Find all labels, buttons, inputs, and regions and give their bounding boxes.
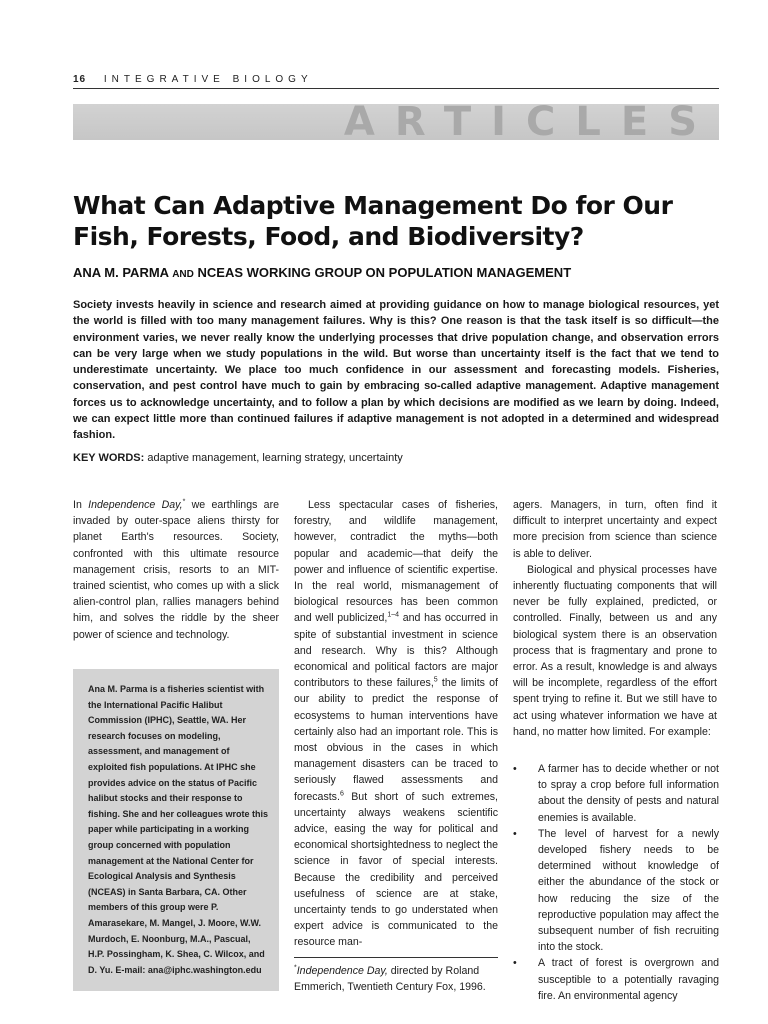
body-paragraph: agers. Managers, in turn, often find it difficult to interpret uncertainty and expect more precision from science than science is able to deliver. [513, 499, 717, 560]
footnote [294, 963, 500, 995]
author-group: NCEAS WORKING GROUP ON POPULATION MANAGEMENT [197, 265, 572, 280]
header-rule [73, 88, 719, 89]
footnote-rule [294, 957, 498, 958]
bullet-icon: • [513, 957, 517, 970]
bullet-icon: • [513, 763, 517, 775]
list-item: • A farmer has to decide whether or not to spray a crop before full information about the density of pests and natural enemies is available. [513, 763, 719, 824]
reference-marker: 1–4 [387, 611, 400, 619]
author-line [73, 265, 719, 280]
keywords-list: adaptive management, learning strategy, uncertainty [147, 452, 403, 464]
footnote-mark: * [294, 964, 297, 972]
page-number: 16 [73, 74, 87, 85]
keywords-label: KEY WORDS: [73, 452, 145, 464]
section-label: ARTICLES [343, 99, 717, 145]
bullet-icon: • [513, 827, 517, 840]
footnote-marker: * [182, 498, 186, 506]
article-title: What Can Adaptive Management Do for Our Fish, Forests, Food, and Biodiversity? [73, 191, 673, 251]
list-item: • A tract of forest is overgrown and susceptible to a potentially ravaging fire. An environmental agency [513, 957, 719, 1002]
running-head [73, 74, 717, 85]
keywords-line [73, 452, 719, 464]
reference-marker: 6 [339, 790, 344, 798]
intro-paragraph: In Independence Day,* we earthlings are invaded by outer-space aliens thirsty for planet Earth's resources. Society, confronted with this ultimate resource management crisis, resorts to an MIT-trained scientist, who comes up with a slick alien-control plan, rallies managers behind him, and solves the riddle by the sheer power of science and technology. [73, 498, 279, 641]
author-bio-text: Ana M. Parma is a fisheries scientist with the International Pacific Halibut Commission (IPHC), Seattle, WA. Her research focuses on modeling, assessment, and management of exploited fish populations. At IPHC she provides advice on the status of Pacific halibut stocks and their response to fishing. She and her colleagues wrote this paper while participating in a working group concerned with population management at the National Center for Ecological Analysis and Synthesis (NCEAS) in Santa Barbara, CA. Other members of this group were P. Amarasekare, M. Mangel, J. Moore, W.W. Murdoch, E. Noonburg, M.A., Pascual, H.P. Possingham, K. Shea, C. Wilcox, and D. Yu. E-mail: ana@iphc.washington.edu [88, 684, 269, 975]
body-paragraph: Biological and physical processes have inherently fluctuating components that will never be fully explained, predicted, or controlled. Finally, between us and any biological system there is an observation process that is fragmentary and prone to error. As a result, knowledge is and always will be incomplete, regardless of the effort spent trying to refine it. But we still have to act using whatever information we have at hand, no matter how limited. For example: [513, 563, 717, 738]
footnote-film-title: Independence Day, [296, 965, 388, 977]
body-column-2 [294, 497, 498, 951]
body-paragraph: Less spectacular cases of fisheries, forestry, and wildlife management, however, contradict the myths—both popular and academic—that deify the power and influence of scientific expertise. In the real world, mismanagement of biological resources has been common and well publicized,$^{1-4}$ and has occurred in spite of substantial investment in science and research. Why is this? Although economical and political factors are major contributors to these failures,$^5$ the limits of our ability to predict the response of ecosystems to human interventions have certainly also had an important role. This is most obvious in the cases in which management disasters can be traced to seriously flawed assessments and forecasts.$^6$ But short of such extremes, uncertainty always weakens scientific advice, easing the way for political and economical shortsightedness to neglect the science in favor of special interests. Because the credibility and perceived usefulness of science are at stake, uncertainty tends to go understated when expert advice is communicated to the resource man- [294, 499, 498, 949]
reference-marker: 5 [433, 676, 438, 684]
author-bio-box [73, 669, 279, 991]
journal-name: INTEGRATIVE BIOLOGY [103, 74, 313, 85]
footnote-text: directed by Roland Emmerich, Twentieth Century Fox, 1996. [294, 965, 486, 993]
body-column-1 [73, 497, 279, 643]
author-conjunction: AND [172, 269, 194, 280]
abstract: Society invests heavily in science and research aimed at providing guidance on how to manage biological resources, yet the world is filled with too many management failures. Why is this? One reason is that the task itself is so difficult—the environment varies, we never really know the underlying processes that drive population change, and observation errors can be very large when we study populations in the wild. But worse than uncertainty itself is the fact that we tend to underestimate uncertainty. We place too much confidence in our assessment and forecasting models. Fisheries, conservation, and pest control have much to gain by embracing so-called adaptive management. Adaptive management forces us to acknowledge uncertainty, and to follow a plan by which decisions are modified as we learn by doing. Indeed, we can expect little more than continued failures if adaptive management is not adopted in a determined and widespread fashion. [73, 299, 719, 442]
author-primary: ANA M. PARMA [73, 265, 169, 280]
section-banner [73, 99, 719, 145]
example-list [513, 761, 719, 1004]
body-column-3 [513, 497, 717, 740]
film-title: Independence Day, [88, 499, 183, 511]
list-item: • The level of harvest for a newly developed fishery needs to be determined without knowledge of either the abundance of the stock or how reducing the size of the reproductive population may affect the subsequent number of fish recruiting into the stock. [513, 827, 719, 954]
